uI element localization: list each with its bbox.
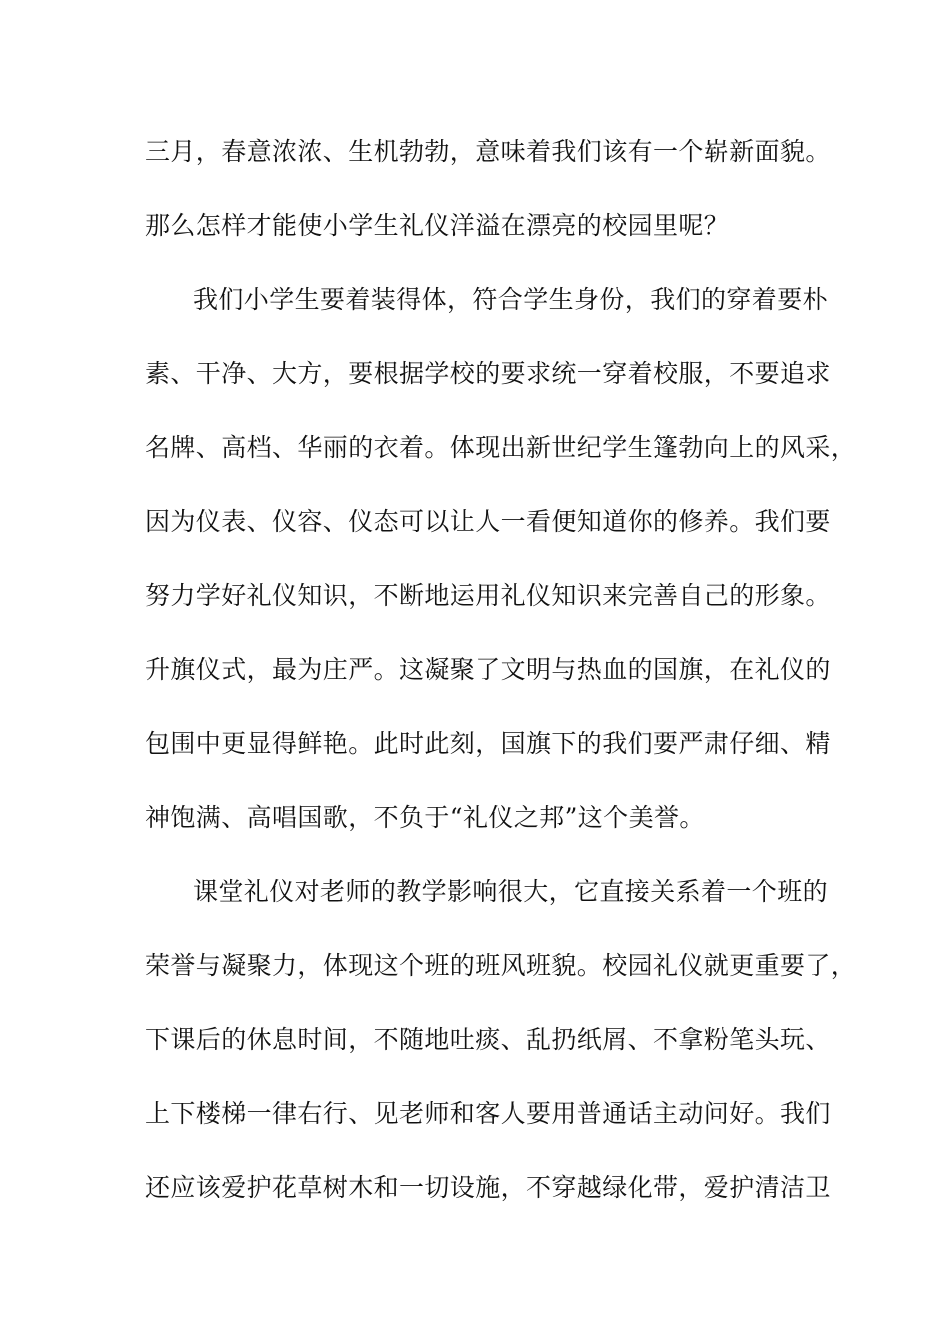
text-line: 下课后的休息时间，不随地吐痰、乱扔纸屑、不拿粉笔头玩、 — [145, 1025, 831, 1054]
paragraph-start-line: 课堂礼仪对老师的教学影响很大，它直接关系着一个班的 — [193, 877, 829, 906]
text-line: 素、干净、大方，要根据学校的要求统一穿着校服，不要追求 — [145, 359, 831, 388]
text-line: 因为仪表、仪容、仪态可以让人一看便知道你的修养。我们要 — [145, 507, 831, 536]
text-line: 三月，春意浓浓、生机勃勃，意味着我们该有一个崭新面貌。 — [145, 137, 831, 166]
text-line: 上下楼梯一律右行、见老师和客人要用普通话主动问好。我们 — [145, 1099, 831, 1128]
text-line: 荣誉与凝聚力，体现这个班的班风班貌。校园礼仪就更重要了， — [145, 951, 857, 980]
text-line: 升旗仪式，最为庄严。这凝聚了文明与热血的国旗，在礼仪的 — [145, 655, 831, 684]
text-line: 那么怎样才能使小学生礼仪洋溢在漂亮的校园里呢？ — [145, 211, 730, 240]
text-line: 努力学好礼仪知识，不断地运用礼仪知识来完善自己的形象。 — [145, 581, 831, 610]
text-line: 名牌、高档、华丽的衣着。体现出新世纪学生篷勃向上的风采， — [145, 433, 857, 462]
text-line: 包围中更显得鲜艳。此时此刻，国旗下的我们要严肃仔细、精 — [145, 729, 831, 758]
paragraph-start-line: 我们小学生要着装得体，符合学生身份，我们的穿着要朴 — [193, 285, 829, 314]
text-line: 还应该爱护花草树木和一切设施，不穿越绿化带，爱护清洁卫 — [145, 1173, 831, 1202]
text-line: 神饱满、高唱国歌，不负于“礼仪之邦”这个美誉。 — [145, 803, 705, 832]
